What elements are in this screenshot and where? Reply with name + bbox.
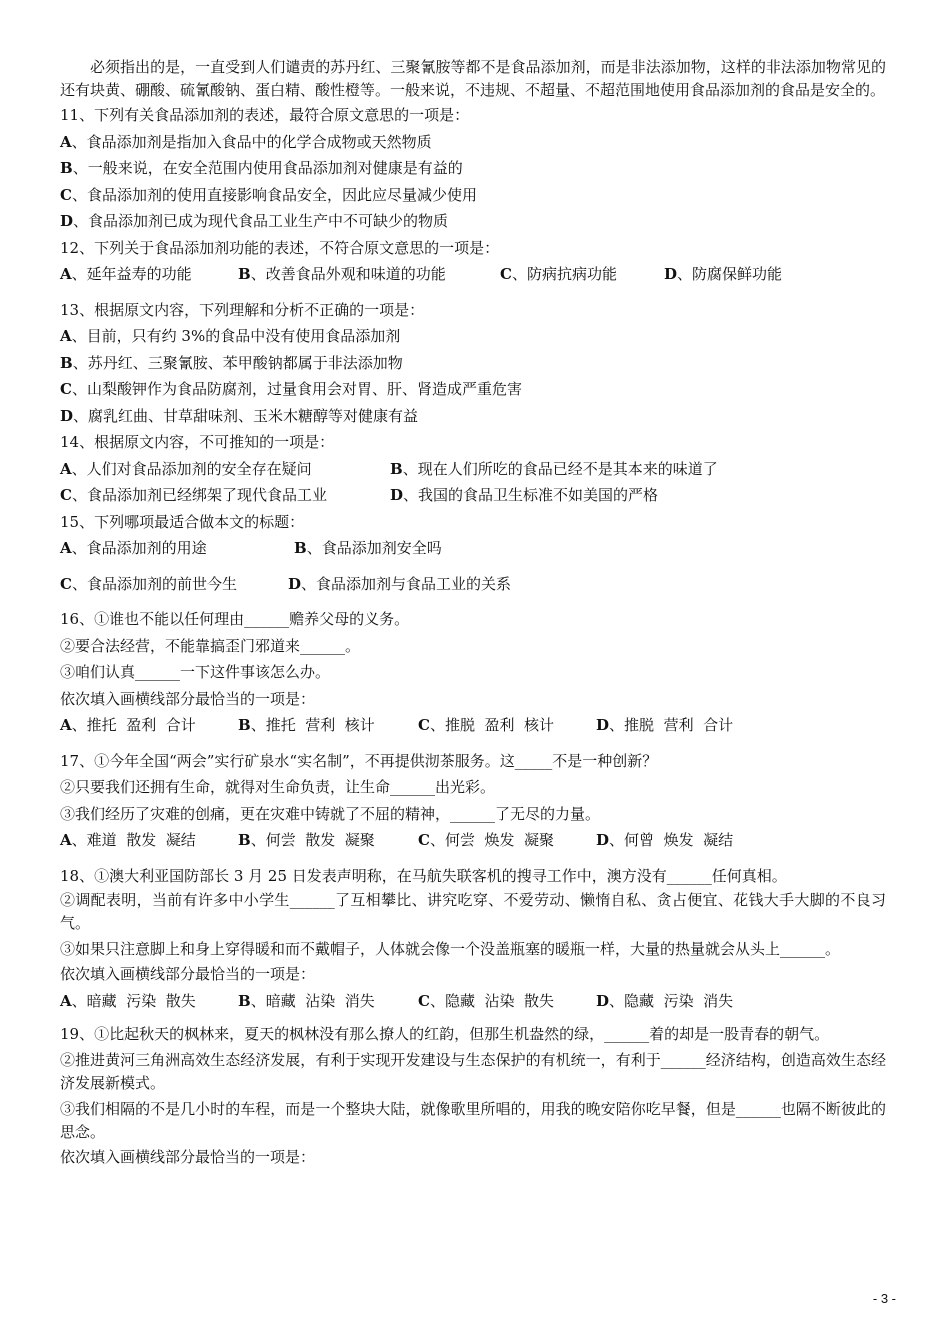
option-letter: A bbox=[60, 991, 72, 1010]
option-letter: A bbox=[60, 265, 72, 283]
q17-option-d: D、何曾 焕发 凝结 bbox=[596, 831, 734, 849]
q15-option-c: C、食品添加剂的前世今生 bbox=[60, 574, 237, 593]
q16-option-b: B、推托 营利 核计 bbox=[238, 716, 375, 734]
q16-options bbox=[60, 712, 886, 739]
q17-sentence-1: 17、①今年全国“两会”实行矿泉水“实名制”，不再提供沏茶服务。这_____不是一种创新？ bbox=[60, 751, 658, 770]
option-sep: 、 bbox=[73, 212, 89, 230]
q15-option-d: D、食品添加剂与食品工业的关系 bbox=[288, 574, 512, 593]
option-letter: D bbox=[60, 406, 74, 425]
option-letter: D bbox=[288, 574, 302, 593]
q15-stem: 15、下列哪项最适合做本文的标题： bbox=[60, 512, 305, 531]
option-letter: C bbox=[500, 265, 512, 283]
q13-option-d: D、腐乳红曲、甘草甜味剂、玉米木糖醇等对健康有益 bbox=[60, 406, 419, 425]
q17-sentence-2: ②只要我们还拥有生命，就得对生命负责，让生命______出光彩。 bbox=[60, 778, 496, 796]
q17-option-a: A、难道 散发 凝结 bbox=[60, 831, 196, 849]
q16-option-d: D、推脱 营利 合计 bbox=[596, 716, 734, 734]
spacer bbox=[60, 597, 886, 606]
q16-question: 依次填入画横线部分最恰当的一项是： bbox=[60, 689, 316, 708]
q13-option-c: C、山梨酸钾作为食品防腐剂，过量食用会对胃、肝、肾造成严重危害 bbox=[60, 380, 522, 398]
spacer bbox=[60, 562, 886, 571]
option-text: 一般来说，在安全范围内使用食品添加剂对健康是有益的 bbox=[87, 159, 463, 177]
option-text: 食品添加剂是指加入食品中的化学合成物或天然物质 bbox=[86, 132, 432, 151]
q19-question: 依次填入画横线部分最恰当的一项是： bbox=[60, 1148, 316, 1166]
option-letter: C bbox=[60, 185, 72, 204]
q11-option-c bbox=[60, 182, 886, 209]
q13-stem: 13、根据原文内容，下列理解和分析不正确的一项是： bbox=[60, 300, 425, 319]
option-letter: A bbox=[60, 716, 72, 734]
q19-sentence-1: 19、①比起秋天的枫林来，夏天的枫林没有那么撩人的红韵，但那生机盎然的绿，______着的却是一股青春的朝气。 bbox=[60, 1025, 830, 1043]
option-letter: C bbox=[60, 486, 72, 504]
option-text: 食品添加剂已成为现代食品工业生产中不可缺少的物质 bbox=[88, 212, 449, 230]
q17-sentence-3: ③我们经历了灾难的创痛，更在灾难中铸就了不屈的精神，______了无尽的力量。 bbox=[60, 804, 601, 823]
q12-options bbox=[60, 261, 886, 288]
q15-option-b: B、食品添加剂安全吗 bbox=[294, 539, 442, 557]
q11-option-b bbox=[60, 155, 886, 182]
q14-option-a: A、人们对食品添加剂的安全存在疑问 bbox=[60, 459, 312, 478]
q18-question: 依次填入画横线部分最恰当的一项是： bbox=[60, 965, 316, 983]
spacer bbox=[60, 739, 886, 748]
option-letter: C bbox=[418, 716, 430, 734]
q15-option-a: A、食品添加剂的用途 bbox=[60, 539, 207, 557]
spacer bbox=[60, 854, 886, 863]
q14-option-d: D、我国的食品卫生标准不如美国的严格 bbox=[390, 486, 659, 504]
option-letter: B bbox=[238, 265, 251, 283]
q16-sentence-3: ③咱们认真______一下这件事该怎么办。 bbox=[60, 663, 331, 681]
q18-option-a: A、暗藏 污染 散失 bbox=[60, 991, 196, 1010]
option-letter: B bbox=[60, 353, 73, 372]
spacer bbox=[60, 288, 886, 297]
spacer bbox=[60, 1014, 886, 1023]
q18-sentence-3: ③如果只注意脚上和身上穿得暖和而不戴帽子，人体就会像一个没盖瓶塞的暖瓶一样，大量的热量就会从头上______。 bbox=[60, 940, 841, 958]
q17-option-c: C、何尝 焕发 凝聚 bbox=[418, 831, 555, 849]
option-letter: A bbox=[60, 539, 72, 557]
option-letter: D bbox=[390, 486, 404, 504]
q18-sentence-2: ②调配表明，当前有许多中小学生______了互相攀比、讲究吃穿、不爱劳动、懒惰自私、贪占便宜、花钱大手大脚的不良习气。 bbox=[60, 891, 886, 932]
q14-option-c: C、食品添加剂已经绑架了现代食品工业 bbox=[60, 486, 327, 504]
option-letter: D bbox=[60, 212, 74, 230]
option-sep: 、 bbox=[72, 159, 88, 177]
q18-options bbox=[60, 988, 886, 1015]
option-letter: D bbox=[664, 265, 678, 283]
q17-options bbox=[60, 827, 886, 854]
option-letter: B bbox=[238, 716, 251, 734]
option-letter: D bbox=[596, 716, 610, 734]
q16-option-c: C、推脱 盈利 核计 bbox=[418, 716, 555, 734]
option-sep: 、 bbox=[71, 185, 87, 204]
q18-sentence-1: 18、①澳大利亚国防部长 3 月 25 日发表声明称，在马航失联客机的搜寻工作中，澳方没有______任何真相。 bbox=[60, 866, 787, 885]
q12-option-c: C、防病抗病功能 bbox=[500, 265, 617, 283]
option-letter: A bbox=[60, 132, 72, 151]
option-letter: B bbox=[238, 831, 251, 849]
q11-stem: 11、下列有关食品添加剂的表述，最符合原文意思的一项是： bbox=[60, 106, 470, 124]
option-sep: 、 bbox=[71, 132, 87, 151]
option-letter: C bbox=[60, 574, 72, 593]
q12-option-d: D、防腐保鲜功能 bbox=[664, 265, 783, 283]
q18-option-d: D、隐藏 污染 消失 bbox=[596, 991, 734, 1010]
option-letter: B bbox=[294, 539, 307, 557]
q14-option-b: B、现在人们所吃的食品已经不是其本来的味道了 bbox=[390, 459, 718, 478]
q11-option-d bbox=[60, 208, 886, 235]
option-letter: B bbox=[238, 991, 251, 1010]
option-letter: C bbox=[418, 991, 430, 1010]
q17-option-b: B、何尝 散发 凝聚 bbox=[238, 831, 375, 849]
option-letter: D bbox=[596, 991, 610, 1010]
option-letter: A bbox=[60, 327, 72, 345]
q14-options-row2 bbox=[60, 482, 886, 509]
q15-options-row2 bbox=[60, 571, 886, 598]
option-letter: C bbox=[418, 831, 430, 849]
option-text: 食品添加剂的使用直接影响食品安全，因此应尽量减少使用 bbox=[86, 185, 477, 204]
option-letter: A bbox=[60, 459, 72, 478]
option-letter: A bbox=[60, 831, 72, 849]
q16-option-a: A、推托 盈利 合计 bbox=[60, 716, 196, 734]
q19-sentence-3: ③我们相隔的不是几小时的车程，而是一个整块大陆，就像歌里所唱的，用我的晚安陪你吃早餐，但是______也隔不断彼此的思念。 bbox=[60, 1100, 886, 1141]
q14-options-row1 bbox=[60, 456, 886, 483]
q11-option-a bbox=[60, 129, 886, 156]
q13-option-a: A、目前，只有约 3%的食品中没有使用食品添加剂 bbox=[60, 327, 401, 345]
q16-sentence-2: ②要合法经营，不能靠搞歪门邪道来______。 bbox=[60, 636, 361, 655]
option-letter: B bbox=[60, 159, 73, 177]
q18-option-c: C、隐藏 沾染 散失 bbox=[418, 991, 555, 1010]
q18-option-b: B、暗藏 沾染 消失 bbox=[238, 991, 375, 1010]
exam-page bbox=[60, 56, 886, 1171]
q12-option-a: A、延年益寿的功能 bbox=[60, 265, 192, 283]
page-number: - 3 - bbox=[872, 1291, 896, 1306]
option-letter: B bbox=[390, 459, 403, 478]
option-letter: C bbox=[60, 380, 72, 398]
q12-option-b: B、改善食品外观和味道的功能 bbox=[238, 265, 446, 283]
intro-paragraph: 必须指出的是，一直受到人们谴责的苏丹红、三聚氰胺等都不是食品添加剂，而是非法添加物，这样的非法添加物常见的还有块黄、硼酸、硫氰酸钠、蛋白精、酸性橙等。一般来说，不违规、不超量、不超范围地使用食品添加剂的食品是安全的。 bbox=[60, 58, 886, 99]
q14-stem: 14、根据原文内容，不可推知的一项是： bbox=[60, 433, 335, 451]
q19-sentence-2: ②推进黄河三角洲高效生态经济发展，有利于实现开发建设与生态保护的有机统一，有利于______经济结构，创造高效生态经济发展新模式。 bbox=[60, 1051, 886, 1092]
q16-sentence-1: 16、①谁也不能以任何理由______赡养父母的义务。 bbox=[60, 610, 410, 628]
option-letter: D bbox=[596, 831, 610, 849]
q12-stem: 12、下列关于食品添加剂功能的表述，不符合原文意思的一项是： bbox=[60, 238, 500, 257]
q15-options-row1 bbox=[60, 535, 886, 562]
q13-option-b: B、苏丹红、三聚氰胺、苯甲酸钠都属于非法添加物 bbox=[60, 353, 403, 372]
